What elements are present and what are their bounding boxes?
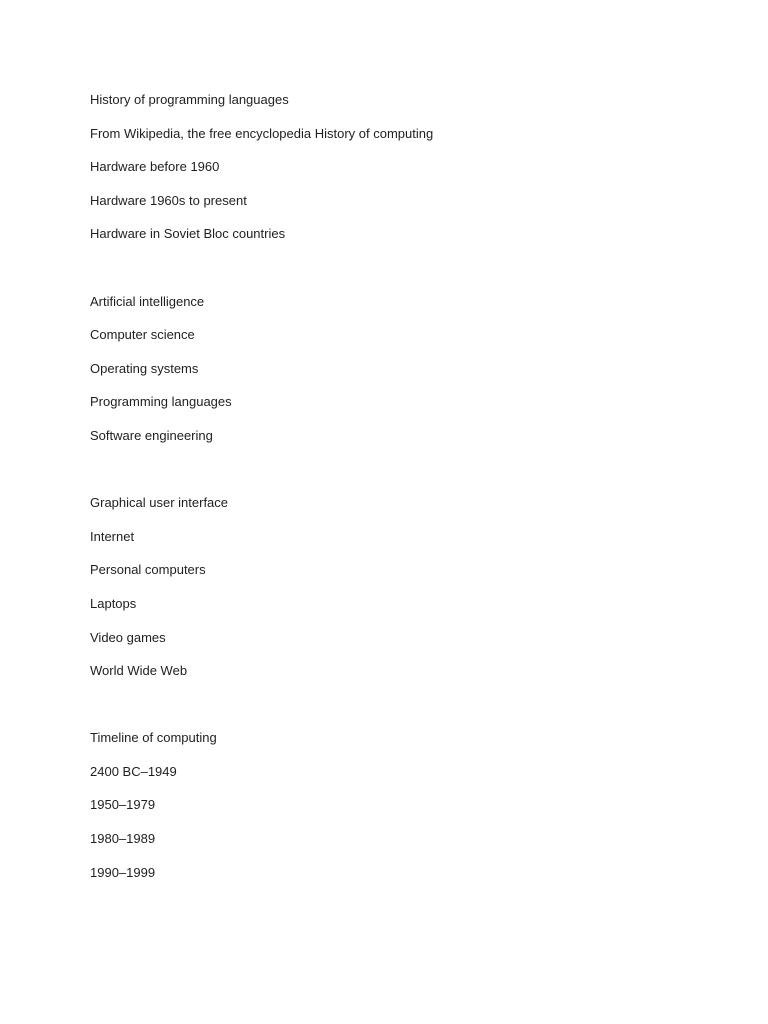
section-spacer bbox=[90, 460, 690, 494]
hardware-item: Hardware 1960s to present bbox=[90, 192, 247, 208]
technology-item: Graphical user interface bbox=[90, 495, 229, 511]
section-spacer bbox=[90, 258, 690, 292]
technology-item: Video games bbox=[90, 629, 166, 645]
document-title: History of programming languages bbox=[90, 92, 289, 107]
field-item: Computer science bbox=[90, 327, 195, 343]
section-spacer bbox=[90, 695, 690, 729]
technology-item: World Wide Web bbox=[90, 663, 188, 679]
timeline-item: 1980–1989 bbox=[90, 831, 156, 847]
document-body bbox=[90, 90, 690, 896]
source-line: From Wikipedia, the free encyclopedia History of computing bbox=[90, 125, 434, 141]
field-item: Software engineering bbox=[90, 427, 213, 443]
technology-item: Personal computers bbox=[90, 562, 206, 578]
timeline-item: 1990–1999 bbox=[90, 864, 156, 880]
technology-item: Internet bbox=[90, 528, 135, 544]
hardware-item: Hardware before 1960 bbox=[90, 159, 220, 175]
field-item: Operating systems bbox=[90, 360, 199, 376]
field-item: Artificial intelligence bbox=[90, 293, 205, 309]
hardware-item: Hardware in Soviet Bloc countries bbox=[90, 226, 286, 242]
timeline-heading: Timeline of computing bbox=[90, 730, 217, 746]
technology-item: Laptops bbox=[90, 595, 137, 611]
timeline-item: 1950–1979 bbox=[90, 797, 156, 813]
field-item: Programming languages bbox=[90, 394, 232, 410]
timeline-item: 2400 BC–1949 bbox=[90, 763, 177, 779]
